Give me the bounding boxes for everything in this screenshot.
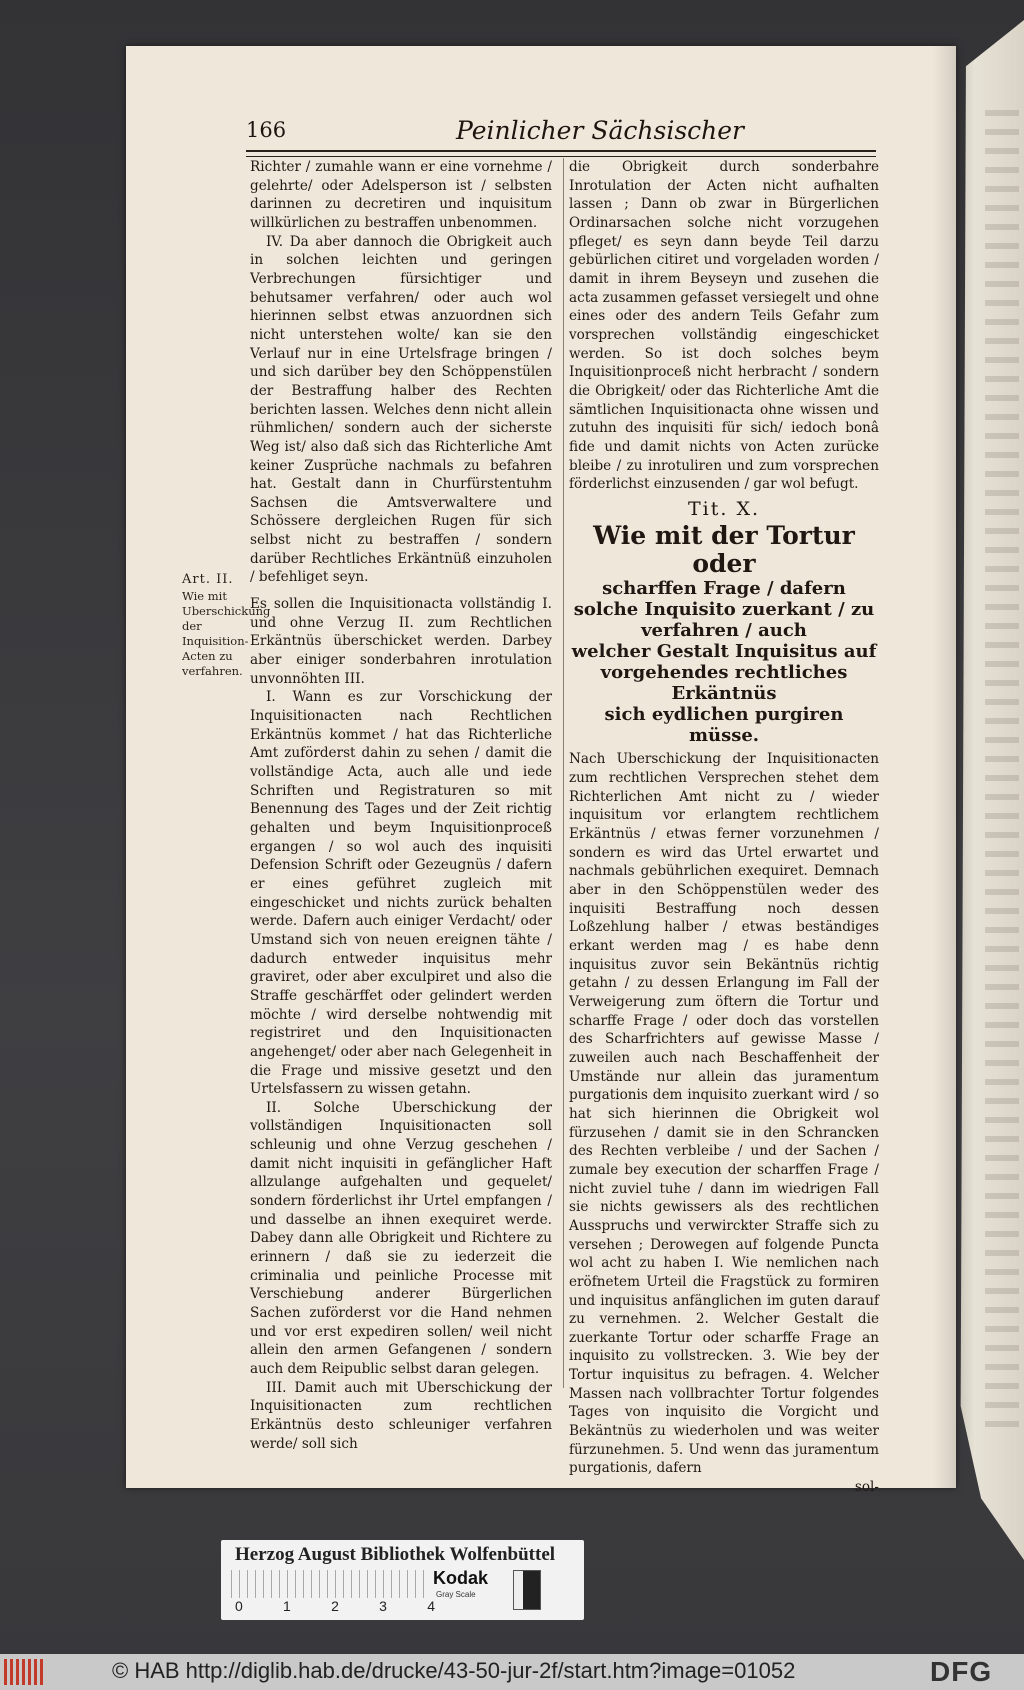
margin-note (182, 572, 271, 679)
paragraph: Es sollen die Inquisitionacta vollständig I. und ohne Verzug II. zum Rechtlichen Erkäntnüs überschicket werden. Darbey aber einiger sonderbahren inrotulation unvonnöhten III. (250, 596, 552, 687)
barcode-icon (4, 1659, 44, 1685)
title-line: welcher Gestalt Inquisitus auf vorgehendes rechtliches Erkäntnüs (571, 641, 877, 705)
catchword: sol- (854, 1479, 879, 1496)
paragraph: die Obrigkeit durch sonderbahre Inrotulation der Acten nicht aufhalten lassen ; Dann ob zwar in Bürgerlichen Ordinarsachen solche nicht vorzugehen pfleget/ es seyn dann beyde Teil darzu gebürlichen citiret und vorgeladen worden / damit in ihrem Beyseyn und zusehen die acta zusammen gefasset versiegelt und ohne eines oder des andern Teils Gefahr zum vorsprechen vollständig eingeschicket werden. So ist doch solches beym Inquisitionproceß nicht herbracht / sondern die Obrigkeit/ oder das Richterliche Amt die sämtlichen Inquisitionacta ohne wissen und zutuhn des inquisiti für sich/ iedoch bonâ fide und damit nichts von Acten zurücke bleibe / zu inrotuliren und zum vorsprechen förderlichst einzusenden / gar wol befugt. (569, 159, 879, 493)
ruler-number: 1 (283, 1598, 291, 1614)
kodak-brand: Kodak (433, 1568, 489, 1588)
section-title (569, 497, 879, 747)
paragraph: Nach Uberschickung der Inquisitionacten zum rechtlichen Versprechen stehet dem Richterlichen Amt nicht zu / wieder inquisitum vor erlangtem rechtlichem Erkäntnüs / etwas ferner vorzunehmen / sondern es wird das Urtel erwartet und nachmals gebührlichen exequiret. Demnach aber in den Schöppenstülen weder des inquisiti Bestraffung noch dessen Loßzehlung halber / etwas beständiges erkant werden mag / es habe denn inquisitus zuvor sein Bekäntnüs richtig getahn / zu dessen Erlangung im Fall der Verweigerung zum öftern die Tortur und scharffe Frage / oder doch das vorstellen des Scharfrichters auf gewisse Masse / zuweilen auch nach Beschaffenheit der Umstände nur allein das juramentum purgationis dem inquisito zuerkant wird / so hat sich hierinnen die Obrigkeit wol fürzusehen / damit sie in den Schrancken des Rechten verbleibe / und der Sachen / zumale bey execution der scharffen Frage / nicht zuviel tuhe / dann im wiedrigen Fall sie nichts gewissers als des rechtlichen Ausspruchs und verwirckter Straffe sich zu versehen ; Derowegen auf folgende Puncta wol acht zu haben I. Wie nemlichen nach eröfnetem Urteil die Fragstück zu formiren und inquisitus anfänglichen im guten darauf zu vernehmen. 2. Welcher Gestalt die zuerkante Tortur oder scharffe Frage an inquisito zu vollstrecken. 3. Wie bey der Tortur inquisitus zu befragen. 4. Welcher Massen nach vollbrachter Tortur folgendes Tages von inquisito die Vorgicht und Bekäntnüs zu wiederholen und was weiter fürzunehmen. 5. Und wenn das juramentum purgationis, dafern (569, 751, 879, 1477)
header-rule (246, 150, 876, 157)
ruler-number: 3 (379, 1598, 387, 1614)
title-line: Wie mit der Tortur oder (593, 521, 855, 579)
ruler-number: 2 (331, 1598, 339, 1614)
page-number: 166 (246, 118, 287, 142)
title-line: scharffen Frage / dafern solche Inquisito zuerkant / zu verfahren / auch (573, 578, 875, 642)
column-divider (563, 158, 564, 1388)
footer-source-link[interactable]: © HAB http://diglib.hab.de/drucke/43-50-jur-2f/start.htm?image=01052 (112, 1658, 796, 1683)
left-column (250, 158, 552, 1453)
book-page (126, 46, 956, 1496)
ruler-number: 0 (235, 1598, 243, 1614)
title-label: Tit. X. (687, 497, 761, 520)
paragraph: Richter / zumahle wann er eine vornehme / gelehrte/ oder Adelsperson ist / selbsten darinnen zu decretiren und inquisitum willkürlichen zu bestraffen unbenommen. (250, 159, 552, 231)
paragraph: II. Solche Uberschickung der vollständigen Inquisitionacten soll schleunig und ohne Verzug geschehen / damit nicht inquisiti in gefänglicher Haft allzulange aufgehalten und gequelet/ sondern förderlichst ihr Urtel empfangen / und dasselbe an ihnen exequiret werde. Dabey dann alle Obrigkeit und Richtere zu erinnern / daß sie zu iederzeit die criminalia und peinliche Processe mit Verschiebung anderer Bürgerlichen Sachen zuförderst vor die Hand nehmen und vor erst expediren sollen/ weil nicht allein den armen Gefangenen / sondern auch dem Reipublic selbst daran gelegen. (250, 1099, 552, 1377)
margin-note-article: Art. II. (182, 572, 234, 587)
paragraph: III. Damit auch mit Uberschickung der Inquisitionacten zum rechtlichen Erkäntnüs desto schleuniger verfahren werde/ soll sich (250, 1379, 552, 1452)
ruler-numbers (235, 1598, 435, 1614)
paragraph: I. Wann es zur Vorschickung der Inquisitionacten nach Rechtlichen Erkäntnüs kommet / hat das Richterliche Amt zuförderst dahin zu sehen / damit die vollständige Acta, auch alle und iede Schriften und Registraturen so mit Benennung des Tages und der Zeit richtig gehalten und beym Inquisitionproceß ergangen / so wol auch des inquisiti Defension Schrift oder Gezeugnüs / dafern er eines geführet zugleich mit eingeschicket und nichts zurück behalten werde. Dafern auch einiger Verdacht/ oder Umstand sich von neuen ereignen tähte / dadurch entweder inquisitus mehr graviret, oder aber exculpiret und also die Straffe geschärffet oder gelindert werden möchte / wird derselbe nohtwendig mit registriret und den Inquisitionacten angehenget/ oder aber nach Gelegenheit in die Frage und missive gesetzt und den Urtelsfassern zu wissen getahn. (250, 689, 552, 1098)
gray-scale-patch (513, 1570, 541, 1610)
dfg-logo: DFG (930, 1656, 993, 1687)
library-name: Herzog August Bibliothek Wolfenbüttel (235, 1544, 556, 1565)
margin-note-text: Wie mit Uberschickung der Inquisition-Acten zu verfahren. (182, 589, 271, 678)
title-line: sich eydlichen purgiren müsse. (604, 704, 844, 747)
running-head: Peinlicher Sächsischer (456, 116, 745, 145)
paragraph: IV. Da aber dannoch die Obrigkeit auch in solchen leichten und geringen Verbrechungen fürsichtiger und behutsamer verfahren/ oder auch wol hierinnen selbst etwas anzuordnen sich nicht unterstehen wolte/ kan sie den Verlauf nur in eine Urtelsfrage bringen / und sich darüber bey den Schöppenstülen der Bestraffung halber des Rechten berichten lassen. Welches denn nicht allein rühmlichen/ sondern auch der sicherste Weg ist/ also daß sich das Richterliche Amt keiner Zusprüche nachmals zu befahren hat. Gestalt dann in Churfürstentuhm Sachsen die Amtsverwaltere und Schössere dergleichen Rugen für sich selbst nicht zu bestraffen / sondern darüber Rechtliches Erkäntnüß einzuholen / befehliget seyn. (250, 233, 552, 586)
ruler-number: 4 (427, 1598, 435, 1614)
footer-bar (0, 1654, 1024, 1690)
library-label-card (221, 1540, 584, 1620)
kodak-subtitle: Gray Scale (436, 1590, 476, 1599)
scale-ruler (231, 1570, 431, 1598)
next-page-text-lines (985, 110, 1019, 1440)
right-column (569, 158, 879, 1497)
